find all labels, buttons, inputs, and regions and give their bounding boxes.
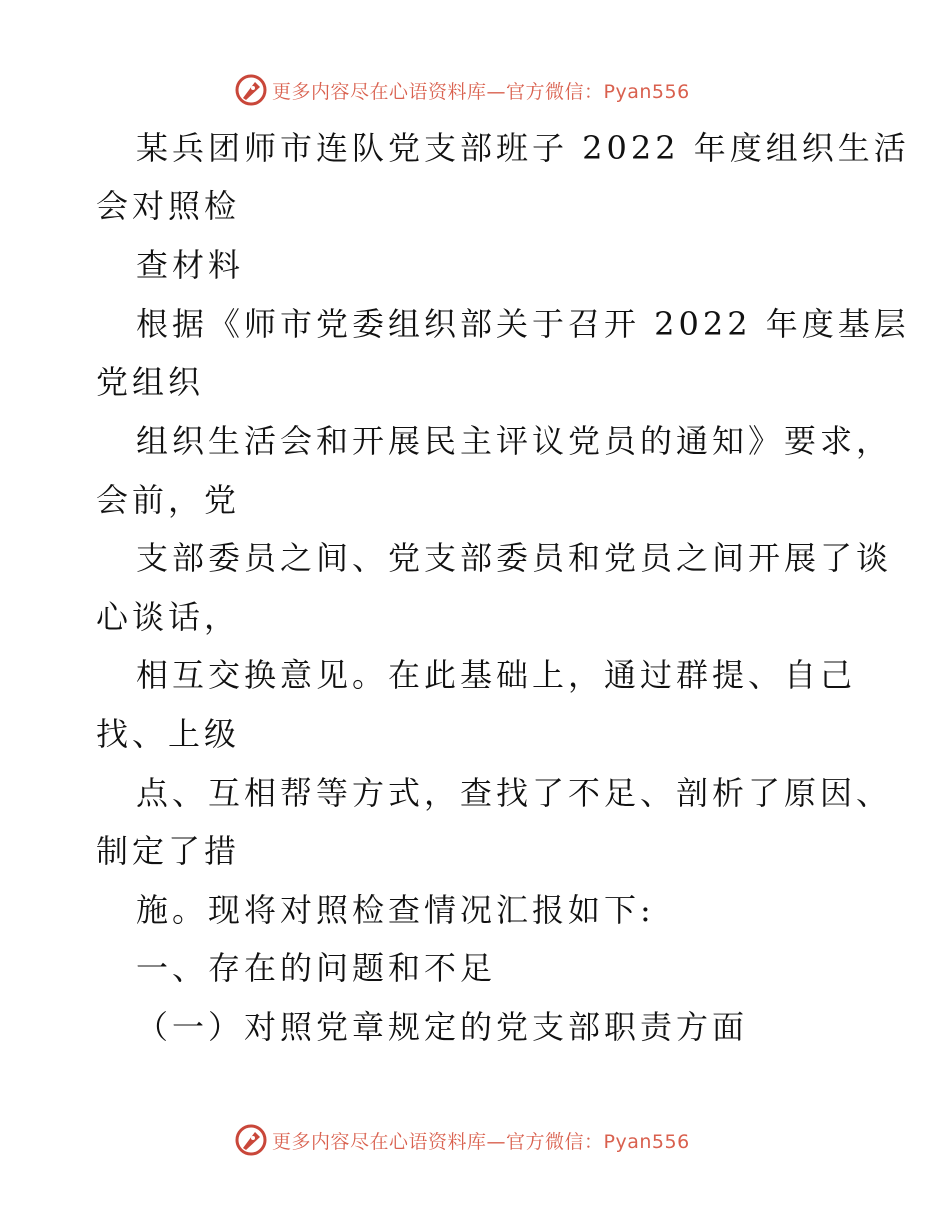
doc-line: 心谈话， bbox=[96, 598, 241, 636]
doc-line: 会前，党 bbox=[96, 481, 241, 519]
watermark-text: 更多内容尽在心语资料库—官方微信：Pyan556 bbox=[272, 80, 690, 103]
doc-line: 施。现将对照检查情况汇报如下: bbox=[136, 891, 655, 929]
doc-line: 组织生活会和开展民主评议党员的通知》要求， bbox=[136, 422, 893, 460]
doc-line: 相互交换意见。在此基础上，通过群提、自己 bbox=[136, 656, 857, 694]
doc-line: 支部委员之间、党支部委员和党员之间开展了谈 bbox=[136, 539, 893, 577]
doc-line: 会对照检 bbox=[96, 187, 241, 225]
footer-watermark bbox=[234, 1120, 690, 1160]
subsection-heading: （一）对照党章规定的党支部职责方面 bbox=[136, 1008, 749, 1046]
doc-line: 根据《师市党委组织部关于召开 2022 年度基层 bbox=[136, 305, 910, 343]
doc-line: 找、上级 bbox=[96, 715, 241, 753]
doc-line: 制定了措 bbox=[96, 832, 241, 870]
pen-nib-logo-icon bbox=[234, 73, 268, 107]
section-heading: 一、存在的问题和不足 bbox=[136, 949, 497, 987]
pen-nib-logo-icon bbox=[234, 1123, 268, 1157]
doc-line: 某兵团师市连队党支部班子 2022 年度组织生活 bbox=[136, 129, 910, 167]
doc-line: 党组织 bbox=[96, 363, 205, 401]
doc-line: 查材料 bbox=[136, 246, 245, 284]
doc-line: 点、互相帮等方式，查找了不足、剖析了原因、 bbox=[136, 774, 893, 812]
header-watermark bbox=[234, 70, 690, 110]
watermark-text: 更多内容尽在心语资料库—官方微信：Pyan556 bbox=[272, 1130, 690, 1153]
